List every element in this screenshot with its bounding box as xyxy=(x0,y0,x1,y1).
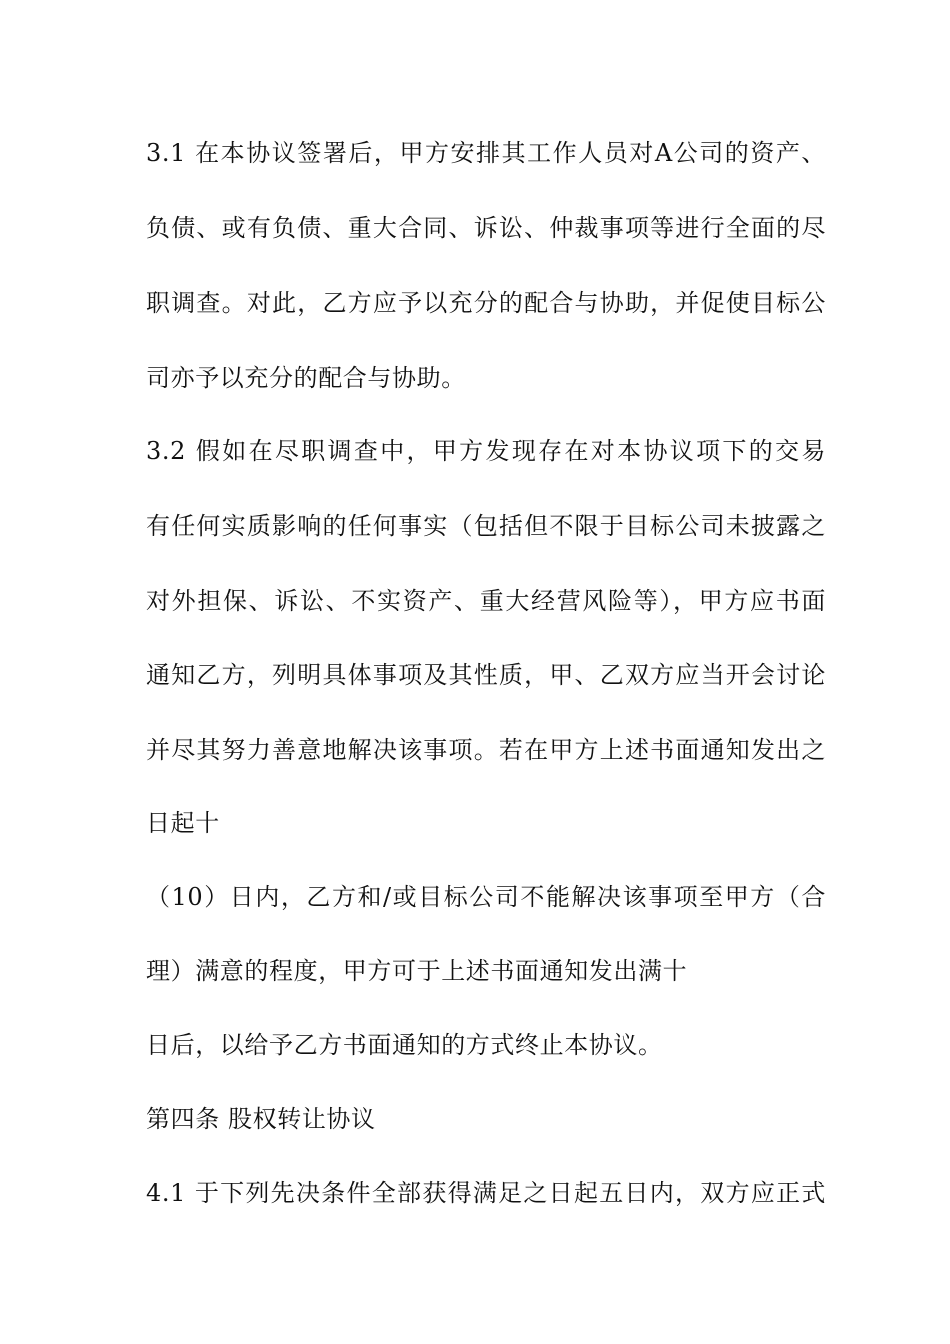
clause-3-2-line-4: 通知乙方，列明具体事项及其性质，甲、乙双方应当开会讨论 xyxy=(146,661,826,689)
clause-3-2-line-2: 有任何实质影响的任何事实（包括但不限于目标公司未披露之 xyxy=(146,512,826,540)
clause-3-2-line-9: 日后，以给予乙方书面通知的方式终止本协议。 xyxy=(146,1031,663,1059)
clause-3-2-line-5: 并尽其努力善意地解决该事项。若在甲方上述书面通知发出之 xyxy=(146,736,826,764)
clause-3-1-line-2: 负债、或有负债、重大合同、诉讼、仲裁事项等进行全面的尽 xyxy=(146,214,826,242)
clause-3-1-line-1: 3.1 在本协议签署后，甲方安排其工作人员对A公司的资产、 xyxy=(146,139,826,167)
clause-3-2-line-6: 日起十 xyxy=(146,809,220,837)
clause-3-1-line-4: 司亦予以充分的配合与协助。 xyxy=(146,364,466,392)
clause-3-2-line-1: 3.2 假如在尽职调查中，甲方发现存在对本协议项下的交易 xyxy=(146,437,826,465)
clause-3-2-line-3: 对外担保、诉讼、不实资产、重大经营风险等），甲方应书面 xyxy=(146,587,826,615)
clause-4-1-line-1: 4.1 于下列先决条件全部获得满足之日起五日内，双方应正式 xyxy=(146,1179,826,1207)
clause-3-1-line-3: 职调查。对此，乙方应予以充分的配合与协助，并促使目标公 xyxy=(146,289,826,317)
clause-3-2-line-8: 理）满意的程度，甲方可于上述书面通知发出满十 xyxy=(146,957,688,985)
article-4-heading: 第四条 股权转让协议 xyxy=(146,1105,376,1133)
clause-3-2-line-7: （10）日内，乙方和/或目标公司不能解决该事项至甲方（合 xyxy=(146,883,826,911)
